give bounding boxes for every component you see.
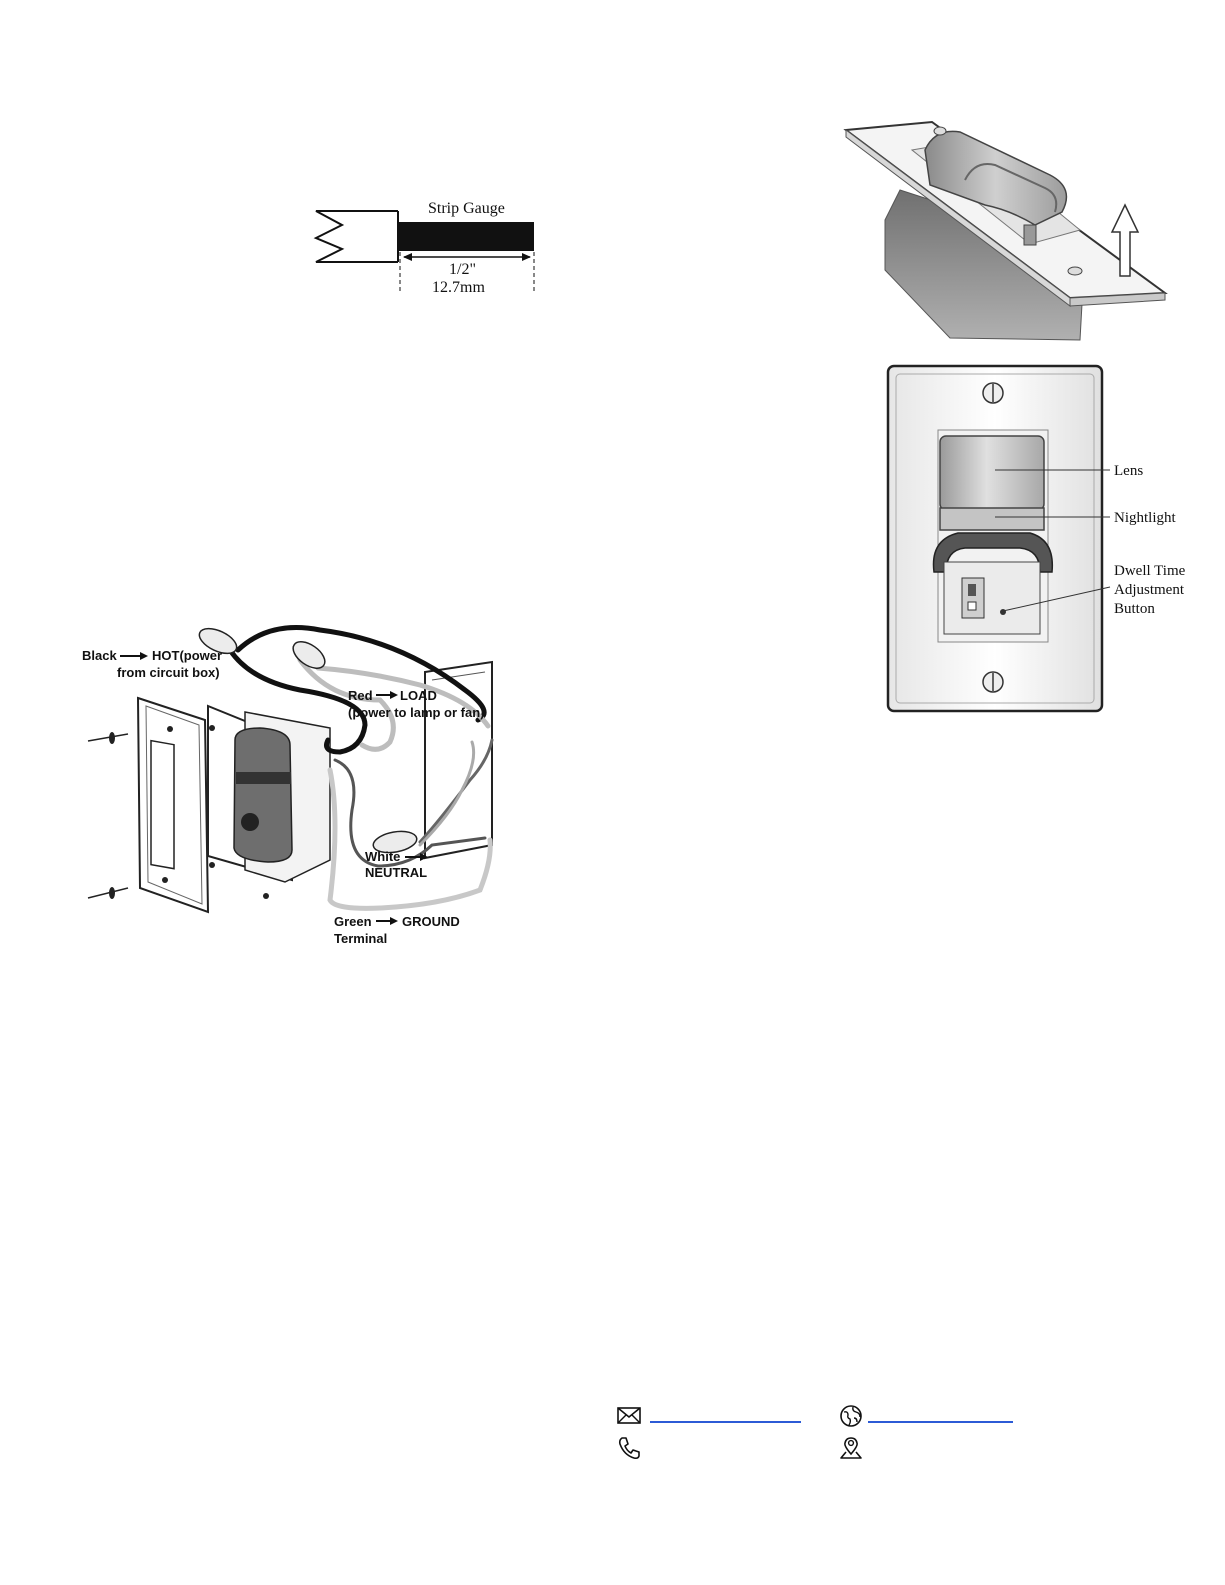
lens-label: Lens (1114, 463, 1144, 479)
globe-icon (838, 1403, 864, 1429)
envelope-icon (616, 1403, 642, 1429)
load-sublabel: (power to lamp or fan) (348, 705, 485, 720)
black-wire-label: Black (82, 648, 117, 663)
red-wire-label: Red (348, 688, 373, 703)
strip-gauge-title: Strip Gauge (428, 200, 505, 217)
dwell-label-line3: Button (1114, 601, 1155, 617)
device-sensor (234, 728, 292, 862)
wallplate-slot (151, 741, 174, 869)
nightlight-label: Nightlight (1114, 510, 1176, 526)
strip-length-inches: 1/2" (449, 261, 476, 278)
terminal-label: Terminal (334, 931, 388, 946)
website-link[interactable] (868, 1421, 1013, 1423)
load-label: LOAD (400, 688, 437, 703)
map-pin-icon (838, 1435, 864, 1461)
neutral-label: NEUTRAL (365, 865, 428, 880)
dwell-label-line2: Adjustment (1114, 582, 1184, 598)
screw-top (88, 734, 128, 741)
email-link[interactable] (650, 1421, 801, 1423)
dwell-label-line1: Dwell Time (1114, 563, 1186, 579)
strip-length-mm: 12.7mm (432, 279, 485, 296)
white-wire-label: White (365, 849, 401, 864)
ground-label: GROUND (402, 914, 460, 929)
hot-sublabel: from circuit box) (117, 665, 220, 680)
hot-label: HOT(power (152, 648, 223, 663)
green-wire-label: Green (334, 914, 372, 929)
phone-icon (616, 1435, 642, 1461)
screw-bottom (88, 888, 128, 898)
